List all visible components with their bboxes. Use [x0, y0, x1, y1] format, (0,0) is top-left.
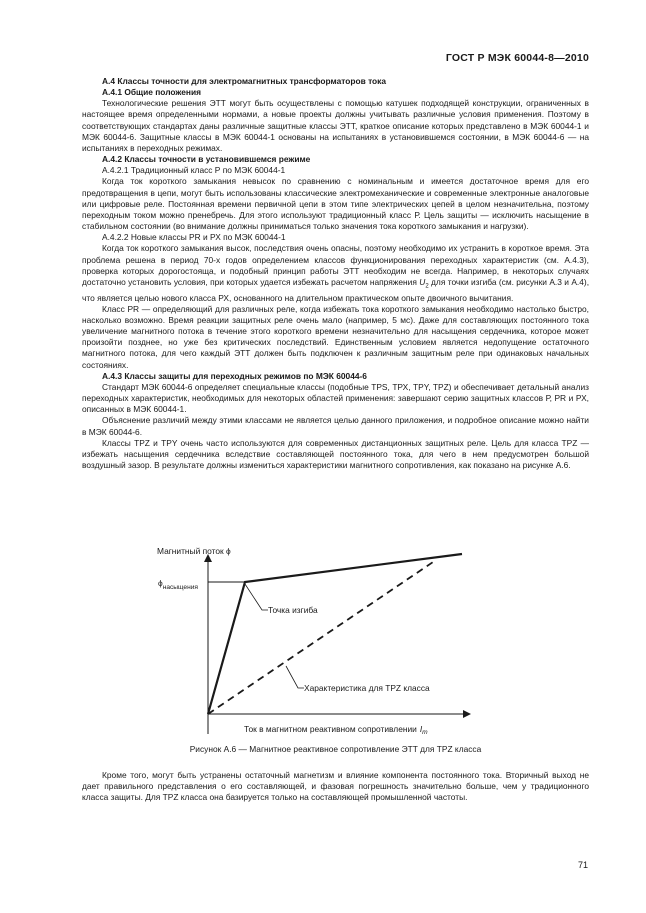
paragraph-7: Классы TPZ и TPY очень часто используются для современных дистанционных защитных реле. Цель для класса TPZ — избежать насыщения сердечника вследствие составляющей постоянного тока, для чего в нем предусмотрен большой воздушный зазор. В результате должны измениться характеристики магнитного сопротивления, как показано на рисунке А.6.: [82, 437, 589, 470]
main-text-block: [82, 76, 589, 471]
paragraph-4: Класс PR — определяющий для различных реле, когда избежать тока короткого замыкания необходимо настолько быстро, насколько возможно. Время реакции защитных реле очень мало (например, 5 мс). Даже для составляющих постоянного тока увеличение магнитного потока в течение этого короткого времени незначительно для насыщения сердечника, которое может произойти позднее, но уже без критических последствий. Единственным условием является недопущение остаточного магнитного потока, для чего каждый ЭТТ должен быть подключен к различным защитным реле при одинаковых начальных состояниях.: [82, 303, 589, 370]
figure-a6: [82, 538, 589, 768]
x-axis-subscript: m: [422, 729, 428, 736]
voltage-subscript: 2: [425, 283, 429, 290]
knee-point-leader: [245, 584, 268, 610]
section-heading-a4: А.4 Классы точности для электромагнитных трансформаторов тока: [102, 76, 387, 86]
paragraph-8: Кроме того, могут быть устранены остаточный магнетизм и влияние компонента постоянного тока. Вторичный выход не дает правильного представления о его составляющей, и фазовая погрешность значительно больше, чем у традиционного класса защиты. Для TPZ класса она базируется только на составляющей промышленной частоты.: [82, 770, 589, 803]
y-axis-label: Магнитный поток ϕ: [157, 546, 231, 556]
paragraph-3: [82, 243, 589, 303]
x-axis-label: [244, 724, 428, 736]
phi-symbol: ϕ: [158, 578, 163, 588]
paragraph-5: Стандарт МЭК 60044-6 определяет специальные классы (подобные TPS, ТРХ, TPY, TPZ) и обеспечивает детальный анализ переходных характеристик, необходимых для некоторых областей применения: завершают серию защитных классов Р, PR и РХ, описанных в МЭК 60044-1.: [82, 381, 589, 415]
section-heading-a43: А.4.3 Классы защиты для переходных режимов по МЭК 60044-6: [102, 370, 367, 381]
section-heading-a421: А.4.2.1 Традиционный класс Р по МЭК 60044-1: [102, 165, 286, 176]
page-number: 71: [577, 860, 588, 870]
paragraph-3-part-b: для точки изгиба (см. рисунки А.3 и А.4), что является целью нового класса РХ, основанного на длительном практическом опыте двоичного вычитания.: [82, 276, 590, 303]
section-heading-a42: А.4.2 Классы точности в установившемся режиме: [102, 154, 311, 165]
voltage-symbol: U: [419, 276, 426, 287]
closing-text-block: [82, 770, 589, 803]
paragraph-6: Объяснение различий между этими классами не является целью данного приложения, и подробное описание можно найти в МЭК 60044-6.: [82, 415, 589, 437]
phi-subscript: насыщения: [162, 584, 198, 591]
x-axis-label-text: Ток в магнитном реактивном сопротивлении: [244, 724, 417, 734]
tpz-characteristic-label: Характеристика для TPZ класса: [304, 683, 430, 693]
paragraph-3-part-a: Когда ток короткого замыкания высок, последствия очень опасны, поэтому необходимо их устранить в короткое время. Эта проблема решена в период 70-х годов определением классов функционирования переходных характеристик (см. А.4.3), проверка которых дорогостояща, и подобный принцип работы ЭТТ необходим не всегда. Например, в некоторых случаях достаточно установить условия, при которых удается избежать расчетом напряжения: [82, 243, 589, 287]
knee-point-label: Точка изгиба: [268, 605, 318, 615]
phi-saturation-label: [158, 578, 198, 591]
x-axis-symbol: I: [419, 724, 423, 734]
figure-caption: Рисунок А.6 — Магнитное реактивное сопротивление ЭТТ для TPZ класса: [189, 744, 482, 754]
paragraph-2: Когда ток короткого замыкания невысок по сравнению с номинальным и имеется достаточное время для его предотвращения в цепи, могут быть использованы классические электромеханические и современные электронные аналоговые или цифровые реле. Постоянная времени первичной цепи в этом типе электрических цепей в целом незначительна, поэтому переходным током можно пренебречь. Для этого используют традиционный класс Р. Цель защиты — исключить насыщение в стабильном состоянии (во внимание должны приниматься только значения тока короткого замыкания и нагрузки).: [82, 176, 589, 232]
section-heading-a422: А.4.2.2 Новые классы PR и РХ по МЭК 60044-1: [102, 232, 286, 243]
magnetic-characteristic-diagram: [82, 538, 589, 743]
section-heading-a41: А.4.1 Общие положения: [102, 87, 201, 98]
document-header: ГОСТ Р МЭК 60044-8—2010: [445, 52, 589, 64]
paragraph-1: Технологические решения ЭТТ могут быть осуществлены с помощью катушек подходящей конструкции, ограниченных в настоящее время определенными нормами, а новые проекты должны учитывать различные условия применения. Поэтому в соответствующих стандартах даны различные защитные классы ЭТТ, краткое описание которых представлено в МЭК 60044-1 и МЭК 60044-6. Защитные классы в МЭК 60044-1 основаны на испытаниях в установившемся состоянии, в МЭК 60044-6 — на испытаниях в переходных режимах.: [82, 98, 589, 153]
tpz-leader: [286, 666, 304, 688]
